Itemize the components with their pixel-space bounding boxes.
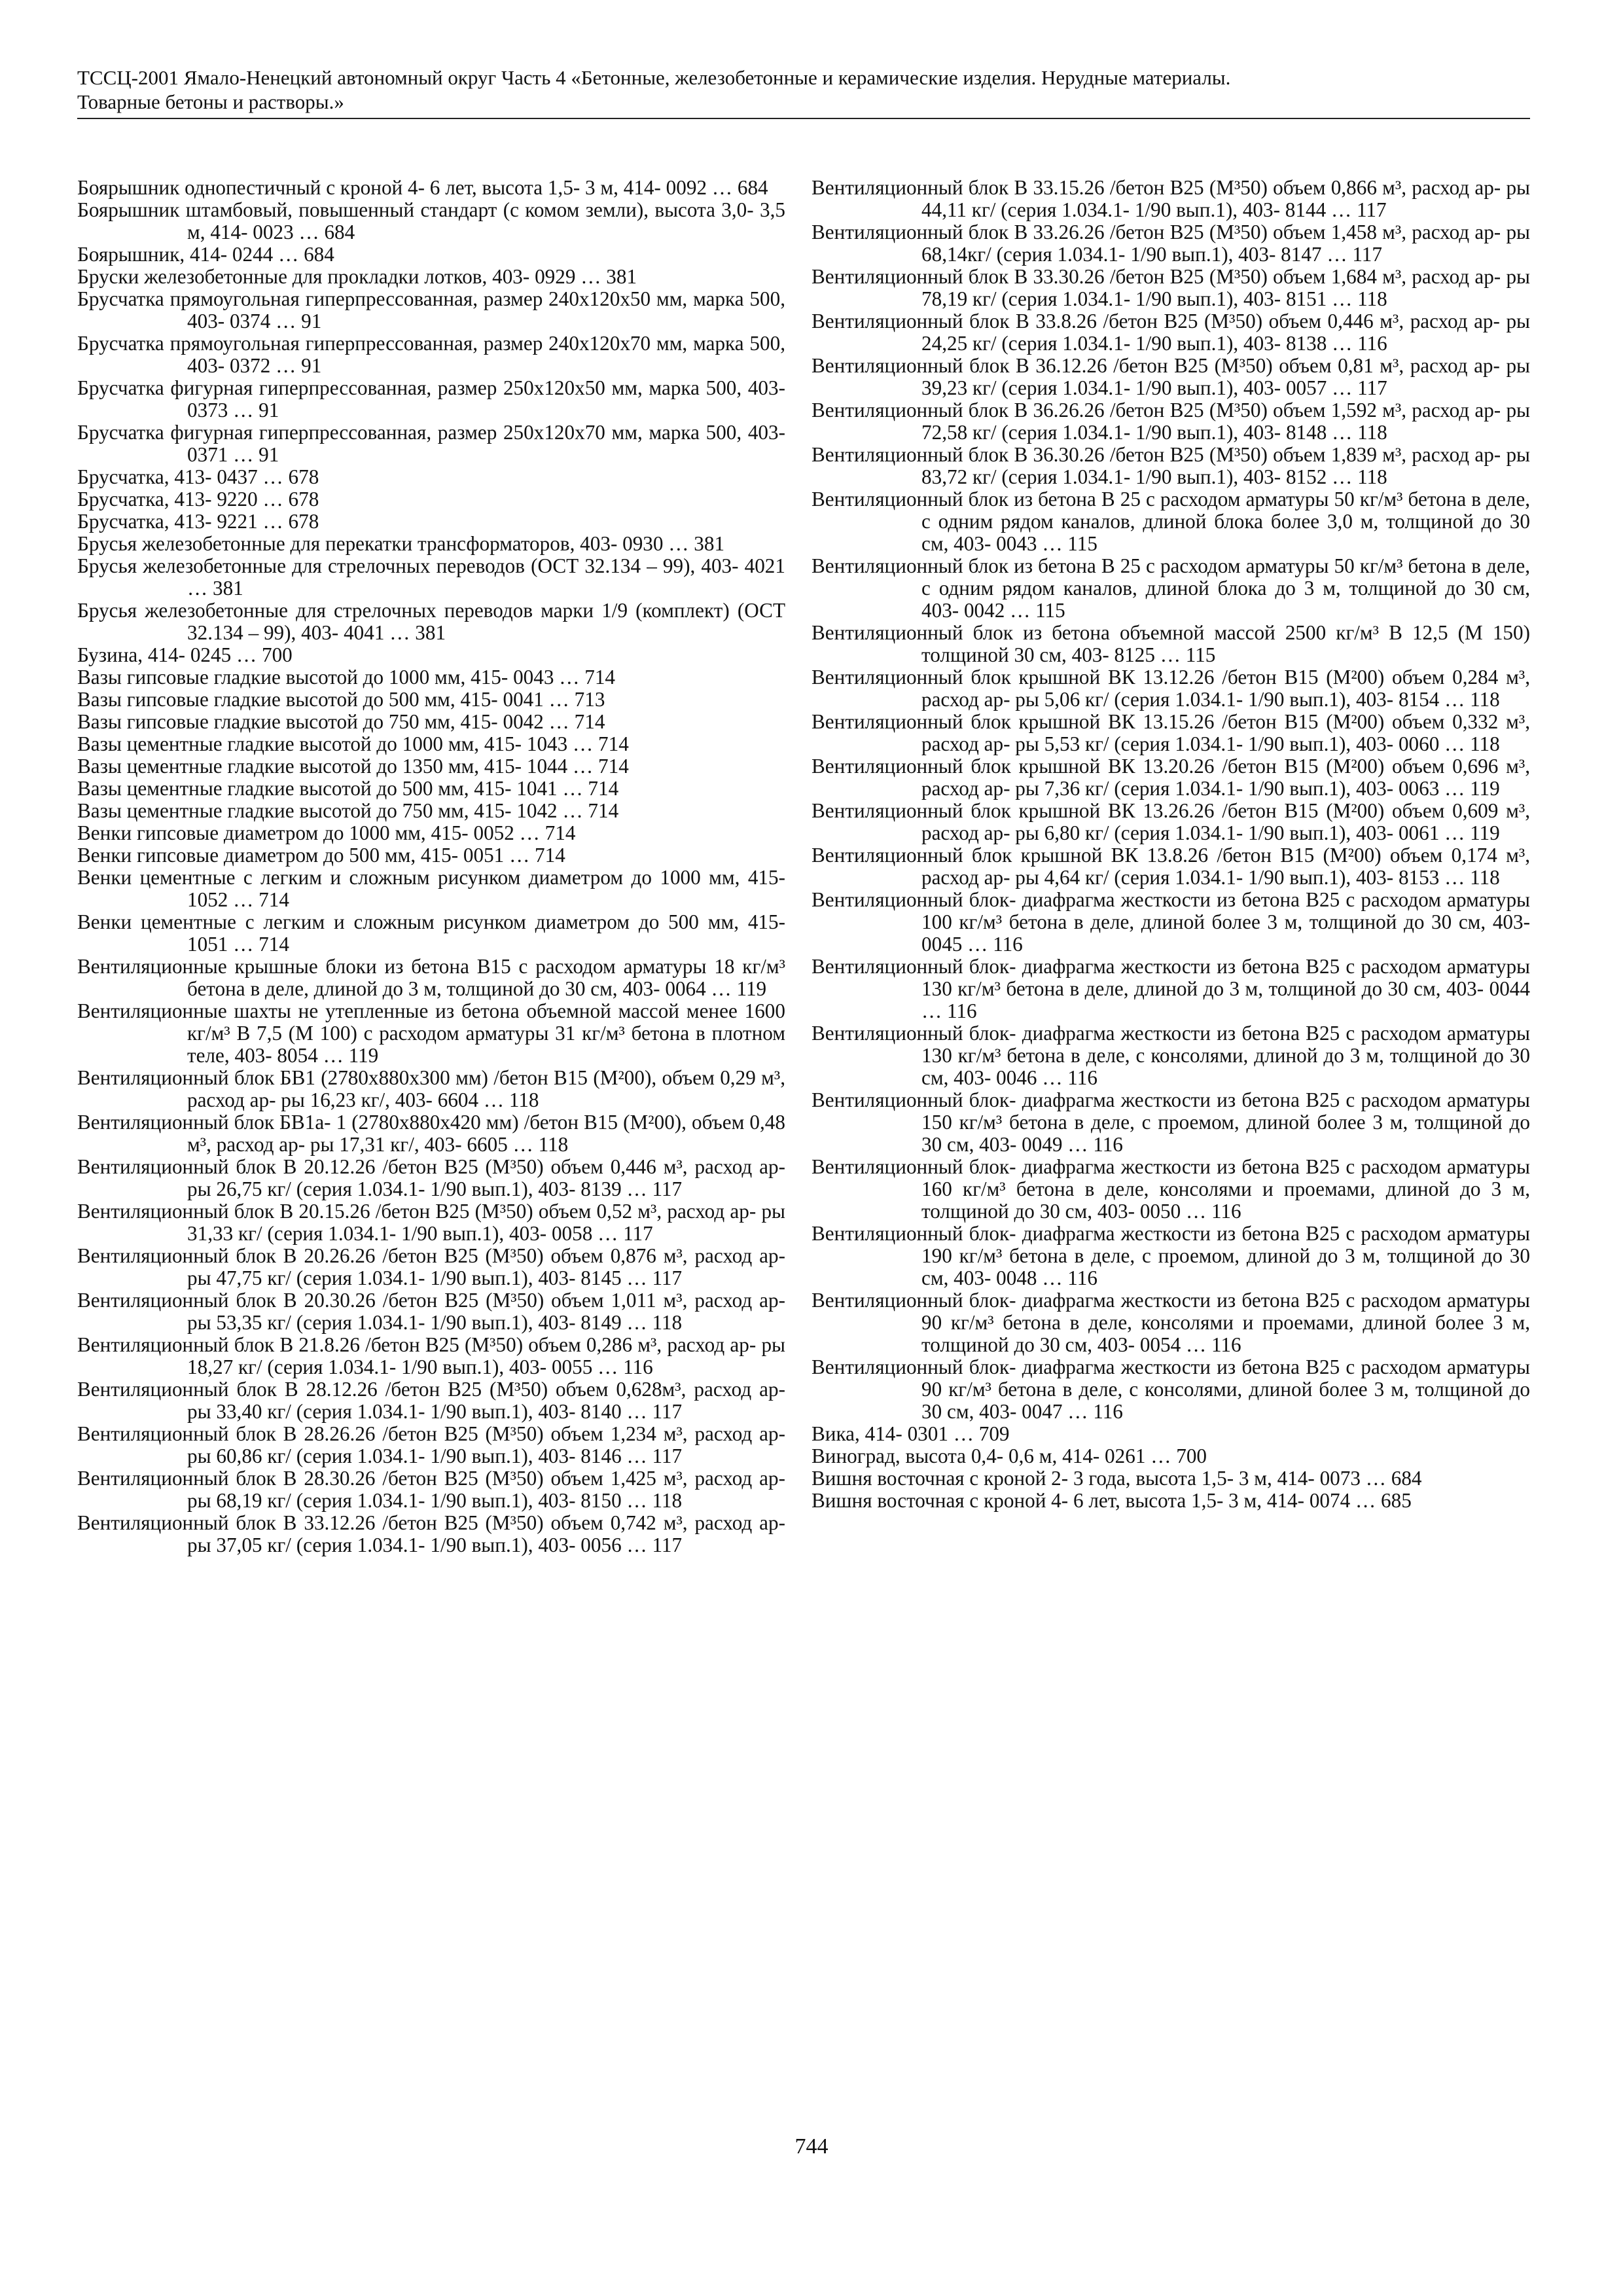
index-entry: Вентиляционный блок В 33.26.26 /бетон В25 (М³50) объем 1,458 м³, расход ар- ры 68,14кг/ (серия 1.034.1- 1/90 вып.1), 403- 8147 … 117 [812, 221, 1530, 266]
index-entry: Брусчатка фигурная гиперпрессованная, размер 250х120х70 мм, марка 500, 403- 0371 … 91 [77, 421, 785, 466]
index-entry: Брусчатка, 413- 9220 … 678 [77, 488, 319, 511]
index-entry: Вентиляционный блок В 20.26.26 /бетон В25 (М³50) объем 0,876 м³, расход ар- ры 47,75 кг/ (серия 1.034.1- 1/90 вып.1), 403- 8145 … 117 [77, 1244, 785, 1289]
entry-text: Вентиляционный блок В 21.8.26 /бетон В25 (М³50) объем 0,286 м³, расход ар- ры 18,27 кг/ (серия 1.034.1- 1/90 вып.1), 403- 0055 [77, 1333, 785, 1378]
entry-text: Вентиляционный блок В 33.15.26 /бетон В25 (М³50) объем 0,866 м³, расход ар- ры 44,11 кг/ (серия 1.034.1- 1/90 вып.1), 403- 8144 [812, 176, 1530, 221]
entry-text: Вентиляционный блок БВ1 (2780х880х300 мм) /бетон В15 (М²00), объем 0,29 м³, расход ар- ры 16,23 кг/, 403- 6604 [77, 1066, 785, 1111]
entry-page-ref: 116 [1093, 1400, 1123, 1423]
index-entry: Вишня восточная с кроной 4- 6 лет, высота 1,5- 3 м, 414- 0074 … 685 [812, 1489, 1412, 1512]
index-entry: Бузина, 414- 0245 … 700 [77, 643, 293, 666]
index-entry: Вентиляционный блок В 28.26.26 /бетон В25 (М³50) объем 1,234 м³, расход ар- ры 60,86 кг/ (серия 1.034.1- 1/90 вып.1), 403- 8146 … 117 [77, 1422, 785, 1467]
index-entry: Вика, 414- 0301 … 709 [812, 1422, 1010, 1445]
entry-text: Вентиляционный блок В 20.15.26 /бетон В25 (М³50) объем 0,52 м³, расход ар- ры 31,33 кг/ (серия 1.034.1- 1/90 вып.1), 403- 0058 [77, 1200, 785, 1245]
entry-text: Брусчатка фигурная гиперпрессованная, размер 250х120х50 мм, марка 500, 403- 0373 [77, 376, 785, 422]
entry-page-ref: 381 [606, 265, 637, 288]
entry-page-ref: 117 [1357, 376, 1387, 399]
entry-page-ref: 678 [288, 510, 319, 533]
entry-page-ref: 117 [652, 1534, 683, 1556]
entry-page-ref: 700 [1176, 1444, 1207, 1467]
index-entry: Вентиляционный блок- диафрагма жесткости из бетона В25 с расходом арматуры 150 кг/м³ бетона в деле, с проемом, длиной более 3 м, толщиной до 30 см, 403- 0049 … 116 [812, 1088, 1530, 1156]
index-entry: Вентиляционный блок В 36.26.26 /бетон В25 (М³50) объем 1,592 м³, расход ар- ры 72,58 кг/ (серия 1.034.1- 1/90 вып.1), 403- 8148 … 118 [812, 399, 1530, 444]
entry-text: Вентиляционный блок В 33.8.26 /бетон В25 (М³50) объем 0,446 м³, расход ар- ры 24,25 кг/ (серия 1.034.1- 1/90 вып.1), 403- 8138 [812, 310, 1530, 355]
entry-page-ref: 116 [993, 933, 1023, 956]
page-number: 744 [794, 2134, 829, 2159]
index-entry: Брусчатка, 413- 9221 … 678 [77, 510, 319, 533]
entry-page-ref: 116 [1211, 1200, 1241, 1223]
index-entry: Вишня восточная с кроной 2- 3 года, высота 1,5- 3 м, 414- 0073 … 684 [812, 1467, 1422, 1490]
entry-page-ref: 118 [1470, 688, 1500, 711]
entry-page-ref: 119 [736, 977, 767, 1000]
index-entry: Виноград, высота 0,4- 0,6 м, 414- 0261 … 700 [812, 1444, 1207, 1467]
index-entry: Вентиляционные шахты не утепленные из бетона объемной массой менее 1600 кг/м³ В 7,5 (М 100) с расходом арматуры 31 кг/м³ бетона в плотном теле, 403- 8054 … 119 [77, 999, 785, 1067]
entry-page-ref: 116 [1067, 1066, 1097, 1089]
index-entry: Вазы цементные гладкие высотой до 750 мм, 415- 1042 … 714 [77, 799, 619, 822]
index-entry: Вентиляционный блок крышной ВК 13.8.26 /бетон В15 (М²00) объем 0,174 м³, расход ар- ры 4,64 кг/ (серия 1.034.1- 1/90 вып.1), 403- 8153 … 118 [812, 844, 1530, 889]
entry-page-ref: 118 [1470, 732, 1500, 755]
entry-text: Вентиляционный блок В 36.26.26 /бетон В25 (М³50) объем 1,592 м³, расход ар- ры 72,58 кг/ (серия 1.034.1- 1/90 вып.1), 403- 8148 [812, 399, 1530, 444]
entry-text: Вентиляционный блок В 33.12.26 /бетон В25 (М³50) объем 0,742 м³, расход ар- ры 37,05 кг/ (серия 1.034.1- 1/90 вып.1), 403- 0056 [77, 1511, 785, 1556]
index-entry: Венки цементные с легким и сложным рисунком диаметром до 1000 мм, 415- 1052 … 714 [77, 866, 785, 911]
entry-page-ref: 115 [1185, 643, 1216, 666]
entry-text: Венки гипсовые диаметром до 500 мм, 415- 0051 [77, 844, 505, 867]
entry-page-ref: 116 [946, 999, 977, 1022]
entry-text: Вентиляционный блок В 33.26.26 /бетон В25 (М³50) объем 1,458 м³, расход ар- ры 68,14кг/ (серия 1.034.1- 1/90 вып.1), 403- 8147 [812, 221, 1530, 266]
header-line-1: ТССЦ-2001 Ямало-Ненецкий автономный округ Часть 4 «Бетонные, железобетонные и керамические изделия. Нерудные материалы. [77, 66, 1231, 89]
entry-text: Бузина, 414- 0245 [77, 643, 232, 666]
entry-text: Вентиляционный блок В 20.26.26 /бетон В25 (М³50) объем 0,876 м³, расход ар- ры 47,75 кг/ (серия 1.034.1- 1/90 вып.1), 403- 8145 [77, 1244, 785, 1289]
entry-text: Вентиляционный блок- диафрагма жесткости из бетона В25 с расходом арматуры 190 кг/м³ бетона в деле, с проемом, длиной до 3 м, толщиной до 30 см, 403- 0048 [812, 1222, 1530, 1289]
entry-text: Вентиляционный блок- диафрагма жесткости из бетона В25 с расходом арматуры 100 кг/м³ бетона в деле, длиной более 3 м, толщиной до 30 см, 403- 0045 [812, 888, 1530, 956]
index-entry: Вентиляционный блок В 20.15.26 /бетон В25 (М³50) объем 0,52 м³, расход ар- ры 31,33 кг/ (серия 1.034.1- 1/90 вып.1), 403- 0058 … 117 [77, 1200, 785, 1245]
entry-page-ref: 91 [259, 443, 279, 466]
entry-page-ref: 91 [259, 399, 279, 422]
entry-text: Вентиляционный блок В 20.30.26 /бетон В25 (М³50) объем 1,011 м³, расход ар- ры 53,35 кг/ (серия 1.034.1- 1/90 вып.1), 403- 8149 [77, 1289, 785, 1334]
index-entry: Вентиляционный блок крышной ВК 13.15.26 /бетон В15 (М²00) объем 0,332 м³, расход ар- ры 5,53 кг/ (серия 1.034.1- 1/90 вып.1), 403- 0060 … 118 [812, 710, 1530, 755]
entry-text: Вентиляционный блок В 28.30.26 /бетон В25 (М³50) объем 1,425 м³, расход ар- ры 68,19 кг/ (серия 1.034.1- 1/90 вып.1), 403- 8150 [77, 1467, 785, 1512]
entry-page-ref: 381 [415, 621, 446, 644]
entry-text: Вентиляционные крышные блоки из бетона В15 с расходом арматуры 18 кг/м³ бетона в деле, длиной до 3 м, толщиной до 30 см, 403- 0064 [77, 955, 785, 1000]
entry-page-ref: 118 [1470, 866, 1500, 889]
entry-text: Бруски железобетонные для прокладки лотков, 403- 0929 [77, 265, 576, 288]
entry-page-ref: 714 [259, 933, 289, 956]
entry-page-ref: 115 [1067, 532, 1097, 555]
entry-text: Вишня восточная с кроной 2- 3 года, высота 1,5- 3 м, 414- 0073 [812, 1467, 1361, 1490]
index-entry: Вазы гипсовые гладкие высотой до 500 мм, 415- 0041 … 713 [77, 688, 605, 711]
index-entry: Вентиляционный блок из бетона В 25 с расходом арматуры 50 кг/м³ бетона в деле, с одним рядом каналов, длиной блока до 3 м, толщиной до 30 см, 403- 0042 … 115 [812, 554, 1530, 622]
entry-page-ref: 714 [544, 821, 576, 844]
entry-text: Вентиляционный блок из бетона В 25 с расходом арматуры 50 кг/м³ бетона в деле, с одним рядом каналов, длиной блока до 3 м, толщиной до 30 см, 403- 0042 [812, 554, 1530, 622]
entry-page-ref: 714 [574, 710, 605, 733]
entry-page-ref: 713 [574, 688, 605, 711]
entry-page-ref: 117 [652, 1400, 683, 1423]
index-entry: Брусья железобетонные для стрелочных переводов (ОСТ 32.134 – 99), 403- 4021 … 381 [77, 554, 785, 600]
entry-text: Вентиляционный блок крышной ВК 13.26.26 /бетон В15 (М²00) объем 0,609 м³, расход ар- ры 6,80 кг/ (серия 1.034.1- 1/90 вып.1), 403- 0061 [812, 799, 1530, 844]
entry-page-ref: 117 [652, 1444, 683, 1467]
entry-text: Вика, 414- 0301 [812, 1422, 948, 1445]
entry-text: Вишня восточная с кроной 4- 6 лет, высота 1,5- 3 м, 414- 0074 [812, 1489, 1351, 1512]
entry-text: Вентиляционный блок из бетона объемной массой 2500 кг/м³ В 12,5 (М 150) толщиной 30 см, 403- 8125 [812, 621, 1530, 666]
index-entry: Боярышник штамбовый, повышенный стандарт (с комом земли), высота 3,0- 3,5 м, 414- 0023 … 684 [77, 198, 785, 243]
entry-page-ref: 116 [623, 1355, 653, 1378]
index-entry: Вентиляционный блок крышной ВК 13.26.26 /бетон В15 (М²00) объем 0,609 м³, расход ар- ры 6,80 кг/ (серия 1.034.1- 1/90 вып.1), 403- 0061 … 119 [812, 799, 1530, 844]
entry-page-ref: 714 [259, 888, 289, 911]
index-entry: Вентиляционный блок БВ1а- 1 (2780х880х420 мм) /бетон В15 (М²00), объем 0,48 м³, расход ар- ры 17,31 кг/, 403- 6605 … 118 [77, 1111, 785, 1156]
entry-page-ref: 714 [588, 777, 619, 800]
index-entry: Вентиляционный блок В 33.30.26 /бетон В25 (М³50) объем 1,684 м³, расход ар- ры 78,19 кг/ (серия 1.034.1- 1/90 вып.1), 403- 8151 … 118 [812, 265, 1530, 310]
index-entry: Вентиляционный блок В 20.12.26 /бетон В25 (М³50) объем 0,446 м³, расход ар- ры 26,75 кг/ (серия 1.034.1- 1/90 вып.1), 403- 8139 … 117 [77, 1155, 785, 1200]
entry-page-ref: 116 [1067, 1266, 1097, 1289]
index-entry: Вентиляционный блок В 36.30.26 /бетон В25 (М³50) объем 1,839 м³, расход ар- ры 83,72 кг/ (серия 1.034.1- 1/90 вып.1), 403- 8152 … 118 [812, 443, 1530, 488]
entry-text: Брусчатка, 413- 9221 [77, 510, 258, 533]
entry-text: Брусья железобетонные для перекатки трансформаторов, 403- 0930 [77, 532, 664, 555]
entry-text: Вазы цементные гладкие высотой до 1350 мм, 415- 1044 [77, 755, 568, 778]
index-entry: Вазы гипсовые гладкие высотой до 750 мм, 415- 0042 … 714 [77, 710, 605, 733]
index-entry: Венки гипсовые диаметром до 1000 мм, 415- 0052 … 714 [77, 821, 576, 844]
entry-page-ref: 714 [598, 755, 629, 778]
index-entry: Вентиляционный блок В 28.12.26 /бетон В25 (М³50) объем 0,628м³, расход ар- ры 33,40 кг/ (серия 1.034.1- 1/90 вып.1), 403- 8140 … 117 [77, 1378, 785, 1423]
entry-page-ref: 115 [1035, 599, 1065, 622]
entry-page-ref: 116 [1093, 1133, 1123, 1156]
index-column-right [812, 177, 1530, 1512]
entry-page-ref: 118 [1357, 287, 1387, 310]
entry-page-ref: 118 [652, 1489, 683, 1512]
index-entry: Вентиляционный блок- диафрагма жесткости из бетона В25 с расходом арматуры 100 кг/м³ бетона в деле, длиной более 3 м, толщиной до 30 см, 403- 0045 … 116 [812, 888, 1530, 956]
index-entry: Боярышник однопестичный с кроной 4- 6 лет, высота 1,5- 3 м, 414- 0092 … 684 [77, 176, 768, 199]
entry-text: Виноград, высота 0,4- 0,6 м, 414- 0261 [812, 1444, 1146, 1467]
entry-page-ref: 684 [304, 243, 334, 266]
index-entry: Вентиляционный блок из бетона объемной массой 2500 кг/м³ В 12,5 (М 150) толщиной 30 см, 403- 8125 … 115 [812, 621, 1530, 666]
entry-text: Вентиляционный блок крышной ВК 13.12.26 /бетон В15 (М²00) объем 0,284 м³, расход ар- ры 5,06 кг/ (серия 1.034.1- 1/90 вып.1), 403- 8154 [812, 666, 1530, 711]
entry-page-ref: 117 [652, 1177, 683, 1200]
entry-page-ref: 118 [1357, 465, 1387, 488]
entry-text: Вентиляционный блок В 28.12.26 /бетон В25 (М³50) объем 0,628м³, расход ар- ры 33,40 кг/ (серия 1.034.1- 1/90 вып.1), 403- 8140 [77, 1378, 785, 1423]
index-entry: Боярышник, 414- 0244 … 684 [77, 243, 334, 266]
entry-page-ref: 117 [652, 1266, 683, 1289]
index-entry: Брусчатка фигурная гиперпрессованная, размер 250х120х50 мм, марка 500, 403- 0373 … 91 [77, 376, 785, 422]
index-entry: Брусья железобетонные для перекатки трансформаторов, 403- 0930 … 381 [77, 532, 725, 555]
entry-text: Вазы гипсовые гладкие высотой до 750 мм, 415- 0042 [77, 710, 544, 733]
entry-text: Вентиляционный блок- диафрагма жесткости из бетона В25 с расходом арматуры 160 кг/м³ бетона в деле, консолями и проемами, длиной до 3 м, толщиной до 30 см, 403- 0050 [812, 1155, 1530, 1223]
entry-text: Вазы цементные гладкие высотой до 500 мм, 415- 1041 [77, 777, 558, 800]
header-line-2: Товарные бетоны и растворы.» [77, 90, 344, 113]
index-entry: Брусчатка, 413- 0437 … 678 [77, 465, 319, 488]
index-entry: Вентиляционный блок БВ1 (2780х880х300 мм) /бетон В15 (М²00), объем 0,29 м³, расход ар- ры 16,23 кг/, 403- 6604 … 118 [77, 1066, 785, 1111]
index-column-left [77, 177, 785, 1556]
entry-text: Брусчатка прямоугольная гиперпрессованная, размер 240х120х70 мм, марка 500, 403- 0372 [77, 332, 785, 377]
entry-page-ref: 91 [301, 354, 322, 377]
index-entry: Вентиляционный блок- диафрагма жесткости из бетона В25 с расходом арматуры 190 кг/м³ бетона в деле, с проемом, длиной до 3 м, толщиной до 30 см, 403- 0048 … 116 [812, 1222, 1530, 1289]
index-entry: Вентиляционный блок В 28.30.26 /бетон В25 (М³50) объем 1,425 м³, расход ар- ры 68,19 кг/ (серия 1.034.1- 1/90 вып.1), 403- 8150 … 118 [77, 1467, 785, 1512]
entry-text: Брусчатка прямоугольная гиперпрессованная, размер 240х120х50 мм, марка 500, 403- 0374 [77, 287, 785, 332]
index-entry: Вазы гипсовые гладкие высотой до 1000 мм, 415- 0043 … 714 [77, 666, 616, 689]
entry-text: Брусья железобетонные для стрелочных переводов марки 1/9 (комплект) (ОСТ 32.134 – 99), 403- 4041 [77, 599, 785, 644]
entry-page-ref: 709 [978, 1422, 1010, 1445]
entry-text: Вентиляционный блок- диафрагма жесткости из бетона В25 с расходом арматуры 150 кг/м³ бетона в деле, с проемом, длиной более 3 м, толщиной до 30 см, 403- 0049 [812, 1088, 1530, 1156]
entry-page-ref: 684 [737, 176, 768, 199]
entry-page-ref: 116 [1357, 332, 1387, 355]
index-entry: Венки цементные с легким и сложным рисунком диаметром до 500 мм, 415- 1051 … 714 [77, 910, 785, 956]
entry-page-ref: 684 [324, 221, 355, 243]
index-entry: Вентиляционный блок В 21.8.26 /бетон В25 (М³50) объем 0,286 м³, расход ар- ры 18,27 кг/ (серия 1.034.1- 1/90 вып.1), 403- 0055 … 116 [77, 1333, 785, 1378]
entry-page-ref: 117 [1352, 243, 1382, 266]
entry-text: Брусья железобетонные для стрелочных переводов (ОСТ 32.134 – 99), 403- 4021 [77, 554, 785, 577]
entry-page-ref: 714 [535, 844, 565, 867]
entry-page-ref: 117 [623, 1222, 653, 1245]
entry-text: Брусчатка, 413- 9220 [77, 488, 258, 511]
index-entry: Вентиляционный блок В 33.15.26 /бетон В25 (М³50) объем 0,866 м³, расход ар- ры 44,11 кг/ (серия 1.034.1- 1/90 вып.1), 403- 8144 … 117 [812, 176, 1530, 221]
entry-page-ref: 381 [212, 577, 243, 600]
index-entry: Вазы цементные гладкие высотой до 500 мм, 415- 1041 … 714 [77, 777, 619, 800]
entry-text: Венки цементные с легким и сложным рисунком диаметром до 1000 мм, 415- 1052 [77, 866, 785, 911]
entry-page-ref: 117 [1356, 198, 1387, 221]
entry-text: Вазы цементные гладкие высотой до 750 мм, 415- 1042 [77, 799, 558, 822]
entry-page-ref: 381 [694, 532, 725, 555]
entry-text: Вентиляционный блок БВ1а- 1 (2780х880х420 мм) /бетон В15 (М²00), объем 0,48 м³, расход ар- ры 17,31 кг/, 403- 6605 [77, 1111, 785, 1156]
entry-page-ref: 684 [1391, 1467, 1422, 1490]
entry-text: Боярышник, 414- 0244 [77, 243, 274, 266]
index-entry: Вентиляционный блок крышной ВК 13.12.26 /бетон В15 (М²00) объем 0,284 м³, расход ар- ры 5,06 кг/ (серия 1.034.1- 1/90 вып.1), 403- 8154 … 118 [812, 666, 1530, 711]
index-entry: Вентиляционный блок В 33.8.26 /бетон В25 (М³50) объем 0,446 м³, расход ар- ры 24,25 кг/ (серия 1.034.1- 1/90 вып.1), 403- 8138 … 116 [812, 310, 1530, 355]
entry-text: Венки гипсовые диаметром до 1000 мм, 415- 0052 [77, 821, 514, 844]
entry-page-ref: 685 [1381, 1489, 1412, 1512]
index-entry: Вентиляционный блок- диафрагма жесткости из бетона В25 с расходом арматуры 130 кг/м³ бетона в деле, длиной до 3 м, толщиной до 30 см, 403- 0044 … 116 [812, 955, 1530, 1022]
entry-text: Вазы гипсовые гладкие высотой до 500 мм, 415- 0041 [77, 688, 544, 711]
index-entry: Брусья железобетонные для стрелочных переводов марки 1/9 (комплект) (ОСТ 32.134 – 99), 403- 4041 … 381 [77, 599, 785, 644]
entry-text: Вентиляционный блок- диафрагма жесткости из бетона В25 с расходом арматуры 130 кг/м³ бетона в деле, с консолями, длиной до 3 м, толщиной до 30 см, 403- 0046 [812, 1022, 1530, 1089]
entry-page-ref: 119 [1470, 821, 1500, 844]
entry-text: Вазы цементные гладкие высотой до 1000 мм, 415- 1043 [77, 732, 568, 755]
running-header [77, 65, 1530, 119]
entry-page-ref: 678 [288, 488, 319, 511]
entry-text: Венки цементные с легким и сложным рисунком диаметром до 500 мм, 415- 1051 [77, 910, 785, 956]
index-entry: Вентиляционный блок- диафрагма жесткости из бетона В25 с расходом арматуры 90 кг/м³ бетона в деле, консолями и проемами, длиной более 3 м, толщиной до 30 см, 403- 0054 … 116 [812, 1289, 1530, 1356]
index-entry: Вентиляционные крышные блоки из бетона В15 с расходом арматуры 18 кг/м³ бетона в деле, длиной до 3 м, толщиной до 30 см, 403- 0064 … 119 [77, 955, 785, 1000]
index-entry: Вентиляционный блок В 20.30.26 /бетон В25 (М³50) объем 1,011 м³, расход ар- ры 53,35 кг/ (серия 1.034.1- 1/90 вып.1), 403- 8149 … 118 [77, 1289, 785, 1334]
index-entry: Вазы цементные гладкие высотой до 1350 мм, 415- 1044 … 714 [77, 755, 629, 778]
index-entry: Вентиляционный блок из бетона В 25 с расходом арматуры 50 кг/м³ бетона в деле, с одним рядом каналов, длиной блока более 3,0 м, толщиной до 30 см, 403- 0043 … 115 [812, 488, 1530, 555]
index-entry: Бруски железобетонные для прокладки лотков, 403- 0929 … 381 [77, 265, 637, 288]
entry-page-ref: 118 [538, 1133, 569, 1156]
entry-text: Вентиляционный блок В 33.30.26 /бетон В25 (М³50) объем 1,684 м³, расход ар- ры 78,19 кг/ (серия 1.034.1- 1/90 вып.1), 403- 8151 [812, 265, 1530, 310]
entry-page-ref: 714 [588, 799, 619, 822]
entry-text: Вентиляционный блок крышной ВК 13.20.26 /бетон В15 (М²00) объем 0,696 м³, расход ар- ры 7,36 кг/ (серия 1.034.1- 1/90 вып.1), 403- 0063 [812, 755, 1530, 800]
entry-text: Боярышник штамбовый, повышенный стандарт (с комом земли), высота 3,0- 3,5 м, 414- 0023 [77, 198, 785, 243]
entry-text: Вентиляционный блок В 28.26.26 /бетон В25 (М³50) объем 1,234 м³, расход ар- ры 60,86 кг/ (серия 1.034.1- 1/90 вып.1), 403- 8146 [77, 1422, 785, 1467]
entry-page-ref: 119 [1470, 777, 1500, 800]
entry-text: Вентиляционный блок из бетона В 25 с расходом арматуры 50 кг/м³ бетона в деле, с одним рядом каналов, длиной блока более 3,0 м, толщиной до 30 см, 403- 0043 [812, 488, 1530, 555]
entry-page-ref: 119 [348, 1044, 379, 1067]
entry-page-ref: 116 [1211, 1333, 1241, 1356]
index-entry: Брусчатка прямоугольная гиперпрессованная, размер 240х120х70 мм, марка 500, 403- 0372 … 91 [77, 332, 785, 377]
entry-text: Брусчатка, 413- 0437 [77, 465, 258, 488]
index-entry: Вазы цементные гладкие высотой до 1000 мм, 415- 1043 … 714 [77, 732, 629, 755]
index-entry: Вентиляционный блок- диафрагма жесткости из бетона В25 с расходом арматуры 90 кг/м³ бетона в деле, с консолями, длиной более 3 м, толщиной до 30 см, 403- 0047 … 116 [812, 1355, 1530, 1423]
entry-page-ref: 91 [301, 310, 322, 332]
entry-page-ref: 678 [288, 465, 319, 488]
entry-text: Вентиляционный блок В 36.12.26 /бетон В25 (М³50) объем 0,81 м³, расход ар- ры 39,23 кг/ (серия 1.034.1- 1/90 вып.1), 403- 0057 [812, 354, 1530, 399]
entry-text: Вентиляционный блок В 36.30.26 /бетон В25 (М³50) объем 1,839 м³, расход ар- ры 83,72 кг/ (серия 1.034.1- 1/90 вып.1), 403- 8152 [812, 443, 1530, 488]
entry-page-ref: 118 [652, 1311, 683, 1334]
entry-text: Вентиляционный блок В 20.12.26 /бетон В25 (М³50) объем 0,446 м³, расход ар- ры 26,75 кг/ (серия 1.034.1- 1/90 вып.1), 403- 8139 [77, 1155, 785, 1200]
entry-text: Брусчатка фигурная гиперпрессованная, размер 250х120х70 мм, марка 500, 403- 0371 [77, 421, 785, 466]
index-entry: Вентиляционный блок В 33.12.26 /бетон В25 (М³50) объем 0,742 м³, расход ар- ры 37,05 кг/ (серия 1.034.1- 1/90 вып.1), 403- 0056 … 117 [77, 1511, 785, 1556]
entry-text: Вентиляционный блок- диафрагма жесткости из бетона В25 с расходом арматуры 90 кг/м³ бетона в деле, консолями и проемами, длиной более 3 м, толщиной до 30 см, 403- 0054 [812, 1289, 1530, 1356]
entry-page-ref: 118 [508, 1088, 539, 1111]
index-entry: Вентиляционный блок- диафрагма жесткости из бетона В25 с расходом арматуры 160 кг/м³ бетона в деле, консолями и проемами, длиной до 3 м, толщиной до 30 см, 403- 0050 … 116 [812, 1155, 1530, 1223]
entry-text: Вентиляционный блок крышной ВК 13.15.26 /бетон В15 (М²00) объем 0,332 м³, расход ар- ры 5,53 кг/ (серия 1.034.1- 1/90 вып.1), 403- 0060 [812, 710, 1530, 755]
index-entry: Вентиляционный блок В 36.12.26 /бетон В25 (М³50) объем 0,81 м³, расход ар- ры 39,23 кг/ (серия 1.034.1- 1/90 вып.1), 403- 0057 … 117 [812, 354, 1530, 399]
index-entry: Брусчатка прямоугольная гиперпрессованная, размер 240х120х50 мм, марка 500, 403- 0374 … 91 [77, 287, 785, 332]
index-entry: Вентиляционный блок крышной ВК 13.20.26 /бетон В15 (М²00) объем 0,696 м³, расход ар- ры 7,36 кг/ (серия 1.034.1- 1/90 вып.1), 403- 0063 … 119 [812, 755, 1530, 800]
entry-page-ref: 118 [1357, 421, 1387, 444]
index-entry: Венки гипсовые диаметром до 500 мм, 415- 0051 … 714 [77, 844, 565, 867]
entry-text: Вазы гипсовые гладкие высотой до 1000 мм, 415- 0043 [77, 666, 554, 689]
entry-page-ref: 700 [261, 643, 293, 666]
entry-page-ref: 714 [584, 666, 616, 689]
entry-text: Вентиляционные шахты не утепленные из бетона объемной массой менее 1600 кг/м³ В 7,5 (М 100) с расходом арматуры 31 кг/м³ бетона в плотном теле, 403- 8054 [77, 999, 785, 1067]
entry-page-ref: 714 [598, 732, 629, 755]
entry-text: Боярышник однопестичный с кроной 4- 6 лет, высота 1,5- 3 м, 414- 0092 [77, 176, 707, 199]
entry-text: Вентиляционный блок крышной ВК 13.8.26 /бетон В15 (М²00) объем 0,174 м³, расход ар- ры 4,64 кг/ (серия 1.034.1- 1/90 вып.1), 403- 8153 [812, 844, 1530, 889]
entry-text: Вентиляционный блок- диафрагма жесткости из бетона В25 с расходом арматуры 90 кг/м³ бетона в деле, с консолями, длиной более 3 м, толщиной до 30 см, 403- 0047 [812, 1355, 1530, 1423]
index-entry: Вентиляционный блок- диафрагма жесткости из бетона В25 с расходом арматуры 130 кг/м³ бетона в деле, с консолями, длиной до 3 м, толщиной до 30 см, 403- 0046 … 116 [812, 1022, 1530, 1089]
entry-text: Вентиляционный блок- диафрагма жесткости из бетона В25 с расходом арматуры 130 кг/м³ бетона в деле, длиной до 3 м, толщиной до 30 см, 403- 0044 [812, 955, 1530, 1000]
